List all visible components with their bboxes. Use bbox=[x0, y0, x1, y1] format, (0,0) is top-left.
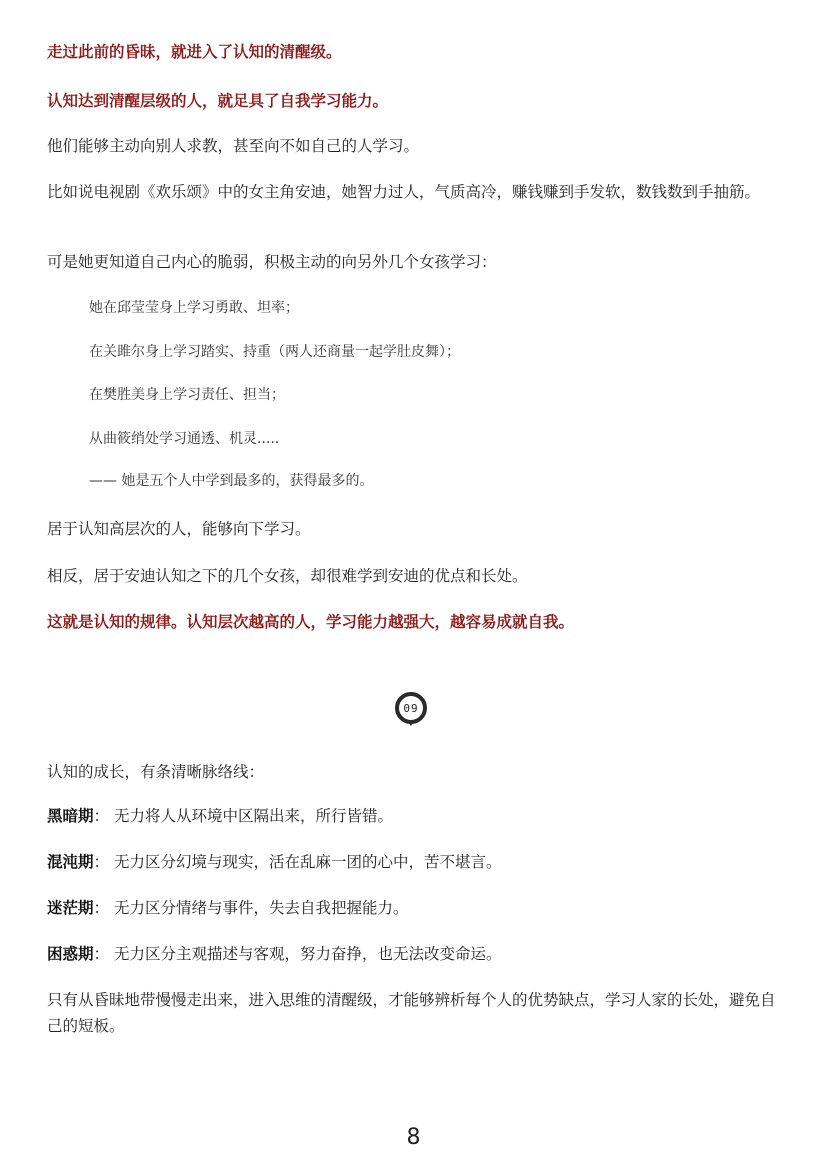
stage-desc: ： 无力将人从环境中区隔出来，所行皆错。 bbox=[93, 807, 393, 825]
section-number: 09 bbox=[395, 692, 427, 724]
highlight-paragraph-1: 走过此前的昏昧，就进入了认知的清醒级。 bbox=[47, 43, 342, 61]
highlight-paragraph-2: 认知达到清醒层级的人，就足具了自我学习能力。 bbox=[47, 92, 389, 110]
body-paragraph-5: 可是她更知道自己内心的脆弱，积极主动的向另外几个女孩学习： bbox=[47, 253, 497, 271]
body-paragraph-3: 他们能够主动向别人求教，甚至向不如自己的人学习。 bbox=[47, 137, 420, 155]
highlight-paragraph-8: 这就是认知的规律。认知层次越高的人，学习能力越强大，越容易成就自我。 bbox=[47, 613, 575, 631]
quote-line-4: 从曲筱绡处学习通透、机灵..... bbox=[89, 431, 280, 447]
body-paragraph-7: 相反，居于安迪认知之下的几个女孩，却很难学到安迪的优点和长处。 bbox=[47, 567, 528, 585]
stage-term: 混沌期 bbox=[47, 853, 94, 871]
stage-desc: ： 无力区分主观描述与客观，努力奋挣，也无法改变命运。 bbox=[93, 945, 502, 963]
page-number: 8 bbox=[406, 1125, 421, 1150]
body-paragraph-6: 居于认知高层次的人，能够向下学习。 bbox=[47, 520, 311, 538]
stage-term: 黑暗期 bbox=[47, 807, 94, 825]
stage-item bbox=[47, 941, 782, 967]
badge-pointer-icon bbox=[407, 720, 415, 726]
quote-line-2: 在关雎尔身上学习踏实、持重（两人还商量一起学肚皮舞）； bbox=[89, 344, 460, 360]
quote-line-5: —— 她是五个人中学到最多的，获得最多的。 bbox=[89, 473, 374, 489]
stage-term: 迷茫期 bbox=[47, 899, 94, 917]
stage-desc: ： 无力区分情绪与事件，失去自我把握能力。 bbox=[93, 899, 409, 917]
body-paragraph-4: 比如说电视剧《欢乐颂》中的女主角安迪，她智力过人，气质高冷，赚钱赚到手发软，数钱数到手抽筋。 bbox=[47, 183, 761, 201]
stage-term: 困惑期 bbox=[47, 945, 94, 963]
section-intro: 认知的成长，有条清晰脉络线： bbox=[47, 763, 265, 781]
conclusion-paragraph: 只有从昏昧地带慢慢走出来，进入思维的清醒级，才能够辨析每个人的优势缺点，学习人家的长处，避免自己的短板。 bbox=[47, 991, 776, 1035]
quote-line-1: 她在邱莹莹身上学习勇敢、坦率； bbox=[89, 300, 299, 316]
quote-line-3: 在樊胜美身上学习责任、担当； bbox=[89, 387, 285, 403]
stage-desc: ： 无力区分幻境与现实，活在乱麻一团的心中，苦不堪言。 bbox=[93, 853, 502, 871]
stage-item bbox=[47, 895, 782, 921]
section-number-badge bbox=[395, 692, 427, 724]
stage-item bbox=[47, 803, 782, 829]
stage-item bbox=[47, 849, 782, 875]
